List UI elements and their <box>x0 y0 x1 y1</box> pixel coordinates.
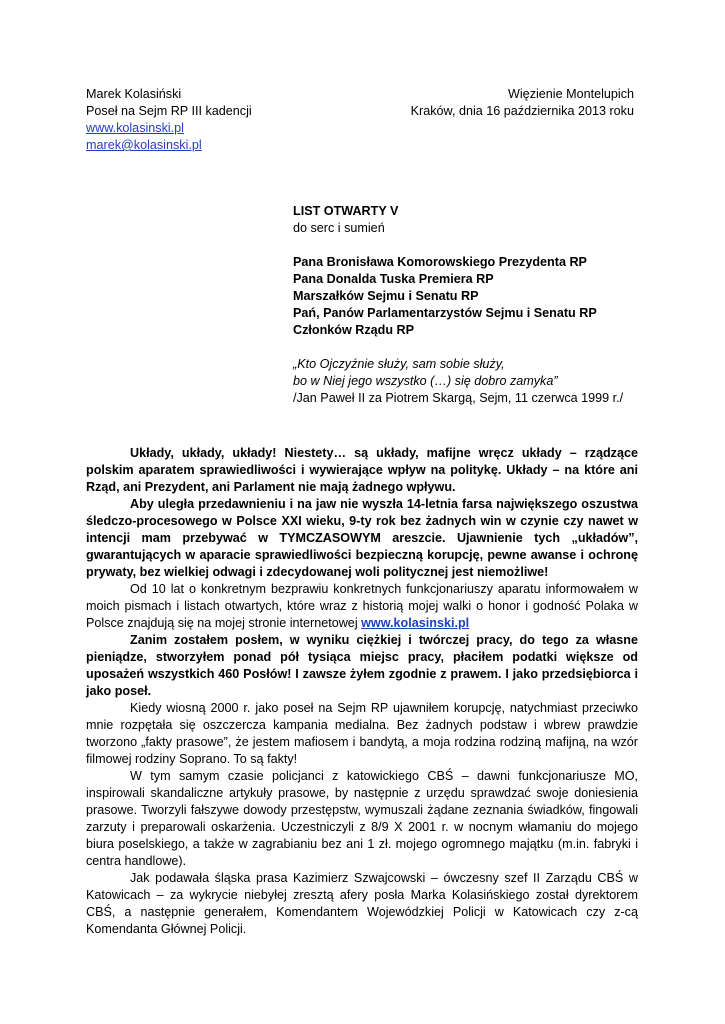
date-line: Kraków, dnia 16 października 2013 roku <box>410 104 634 118</box>
paragraph-1: Układy, układy, układy! Niestety… są układy, mafijne wręcz układy – rządzące polskim aparatem sprawiedliwości i wywierające wpływ na politykę. Układy – na które ani Rząd, ani Prezydent, ani Parlament nie mają żadnego wpływu. <box>86 446 638 494</box>
website-link[interactable]: www.kolasinski.pl <box>361 616 470 630</box>
letter-header <box>293 203 638 407</box>
paragraph-3 <box>86 581 638 632</box>
sender-name: Marek Kolasiński <box>86 87 182 101</box>
prison-name: Więzienie Montelupich <box>508 87 634 101</box>
addressee-2: Pana Donalda Tuska Premiera RP <box>293 272 494 286</box>
addressee-4: Pań, Panów Parlamentarzystów Sejmu i Senatu RP <box>293 306 597 320</box>
place-date-block <box>411 86 634 120</box>
paragraph-7: Jak podawała śląska prasa Kazimierz Szwajcowski – ówczesny szef II Zarządu CBŚ w Katowicach – za wykrycie niebyłej zresztą afery posła Marka Kolasińskiego został dyrektorem CBŚ, a następnie generałem, Komendantem Wojewódzkiej Policji w Katowicach czy z-cą Komendanta Głównej Policji. <box>86 871 638 936</box>
addressee-1: Pana Bronisława Komorowskiego Prezydenta RP <box>293 255 587 269</box>
sender-website-link[interactable]: www.kolasinski.pl <box>86 121 184 135</box>
quote-line-1: „Kto Ojczyźnie służy, sam sobie służy, <box>293 357 505 371</box>
quote-source: /Jan Paweł II za Piotrem Skargą, Sejm, 11 czerwca 1999 r./ <box>293 391 624 405</box>
paragraph-5: Kiedy wiosną 2000 r. jako poseł na Sejm RP ujawniłem korupcję, natychmiast przeciwko mnie rozpętała się oszczercza kampania medialna. Bez żadnych podstaw i wbrew prawdzie tworzono „fakty prasowe”, że jestem mafiosem i bandytą, a moja rodzina rodziną mafijną, na wzór filmowej rodziny Soprano. To są fakty! <box>86 701 638 766</box>
letter-subtitle: do serc i sumień <box>293 221 385 235</box>
paragraph-4: Zanim zostałem posłem, w wyniku ciężkiej i twórczej pracy, do tego za własne pieniądze, stworzyłem ponad pół tysiąca miejsc pracy, płaciłem podatki większe od uposażeń wszystkich 460 Posłów! I zawsze żyłem zgodnie z prawem. I jako przedsiębiorca i jako poseł. <box>86 633 638 698</box>
quote-line-2: bo w Niej jego wszystko (…) się dobro zamyka” <box>293 374 558 388</box>
paragraph-3-text: Od 10 lat o konkretnym bezprawiu konkretnych funkcjonariuszy aparatu informowałem w moich pismach i listach otwartych, które wraz z historią mojej walki o honor i godność Polaka w Polsce znajdują się na mojej stronie internetowej <box>86 582 638 630</box>
sender-title: Poseł na Sejm RP III kadencji <box>86 104 252 118</box>
paragraph-2: Aby uległa przedawnieniu i na jaw nie wyszła 14-letnia farsa największego oszustwa śledczo-procesowego w Polsce XXI wieku, 9-ty rok bez żadnych win w czynie czy nawet w intencji mam przebywać w TYMCZASOWYM areszcie. Ujawnienie tych „układów”, gwarantujących w aparacie sprawiedliwości bezpieczną korupcję, pewne awanse i ochronę prywaty, bez wielkiej odwagi i zdecydowanej woli politycznej jest niemożliwe! <box>86 497 638 579</box>
paragraph-6: W tym samym czasie policjanci z katowickiego CBŚ – dawni funkcjonariusze MO, inspirowali skandaliczne artykuły prasowe, by następnie z urzędu sprawdzać swoje doniesienia prasowe. Tworzyli fałszywe dowody przestępstw, wymuszali żądane zeznania świadków, fingowali zarzuty i preparowali oskarżenia. Uczestniczyli z 8/9 X 2001 r. w nocnym włamaniu do mojego biura poselskiego, a także w zagrabianiu bez ani 1 zł. mojego ogromnego majątku (m.in. fabryki i centra handlowe). <box>86 769 638 868</box>
letter-title: LIST OTWARTY V <box>293 204 399 218</box>
sender-block <box>86 86 252 154</box>
letter-body <box>86 445 638 938</box>
sender-email-link[interactable]: marek@kolasinski.pl <box>86 138 202 152</box>
addressee-3: Marszałków Sejmu i Senatu RP <box>293 289 479 303</box>
addressee-5: Członków Rządu RP <box>293 323 415 337</box>
